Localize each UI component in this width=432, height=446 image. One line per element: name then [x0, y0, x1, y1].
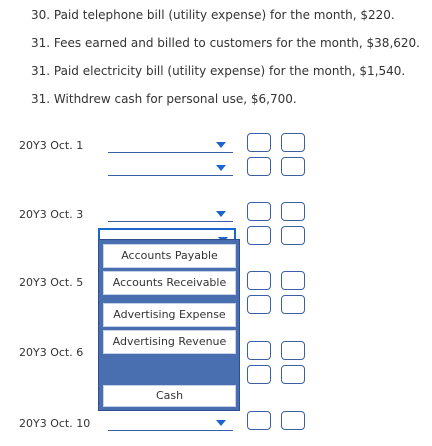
instruction-4 — [31, 92, 297, 106]
credit-input[interactable] — [281, 226, 305, 245]
entry-date: 20Y3 Oct. 3 — [19, 208, 84, 221]
dropdown-option[interactable]: Accounts Receivable — [103, 271, 236, 295]
chevron-down-icon — [216, 142, 226, 148]
instruction-2 — [31, 36, 420, 50]
account-select[interactable] — [108, 414, 233, 431]
credit-input[interactable] — [281, 133, 305, 152]
credit-input[interactable] — [281, 295, 305, 314]
instruction-1 — [31, 8, 395, 22]
credit-input[interactable] — [281, 341, 305, 360]
debit-input[interactable] — [247, 295, 271, 314]
instruction-text: Paid electricity bill (utility expense) for the month, $1,540. — [53, 64, 406, 78]
entry-date: 20Y3 Oct. 6 — [19, 346, 84, 359]
account-select[interactable] — [108, 205, 233, 222]
dropdown-option[interactable]: Cash — [103, 385, 236, 407]
instruction-number: 31. — [31, 92, 51, 106]
chevron-down-icon — [216, 211, 226, 217]
entry-date: 20Y3 Oct. 5 — [19, 276, 84, 289]
instruction-3 — [31, 64, 405, 78]
instruction-number: 31. — [31, 36, 51, 50]
chevron-down-icon — [216, 420, 226, 426]
instruction-number: 31. — [31, 64, 51, 78]
debit-input[interactable] — [247, 411, 271, 430]
debit-input[interactable] — [247, 157, 271, 176]
credit-input[interactable] — [281, 411, 305, 430]
dropdown-option[interactable]: Advertising Expense — [103, 303, 236, 327]
instruction-text: Paid telephone bill (utility expense) for the month, $220. — [53, 8, 395, 22]
credit-input[interactable] — [281, 157, 305, 176]
dropdown-option[interactable]: Advertising Revenue — [103, 330, 236, 354]
instruction-number: 30. — [31, 8, 51, 22]
instruction-text: Fees earned and billed to customers for the month, $38,620. — [53, 36, 420, 50]
debit-input[interactable] — [247, 365, 271, 384]
debit-input[interactable] — [247, 202, 271, 221]
dropdown-option[interactable]: Accounts Payable — [103, 244, 236, 268]
credit-input[interactable] — [281, 271, 305, 290]
account-select[interactable] — [108, 159, 233, 176]
debit-input[interactable] — [247, 271, 271, 290]
debit-input[interactable] — [247, 133, 271, 152]
entry-date: 20Y3 Oct. 1 — [19, 139, 84, 152]
account-select[interactable] — [108, 136, 233, 153]
debit-input[interactable] — [247, 341, 271, 360]
chevron-down-icon — [216, 165, 226, 171]
debit-input[interactable] — [247, 226, 271, 245]
credit-input[interactable] — [281, 202, 305, 221]
entry-date: 20Y3 Oct. 10 — [19, 417, 91, 430]
account-dropdown-list — [98, 239, 240, 411]
credit-input[interactable] — [281, 365, 305, 384]
instruction-text: Withdrew cash for personal use, $6,700. — [53, 92, 297, 106]
